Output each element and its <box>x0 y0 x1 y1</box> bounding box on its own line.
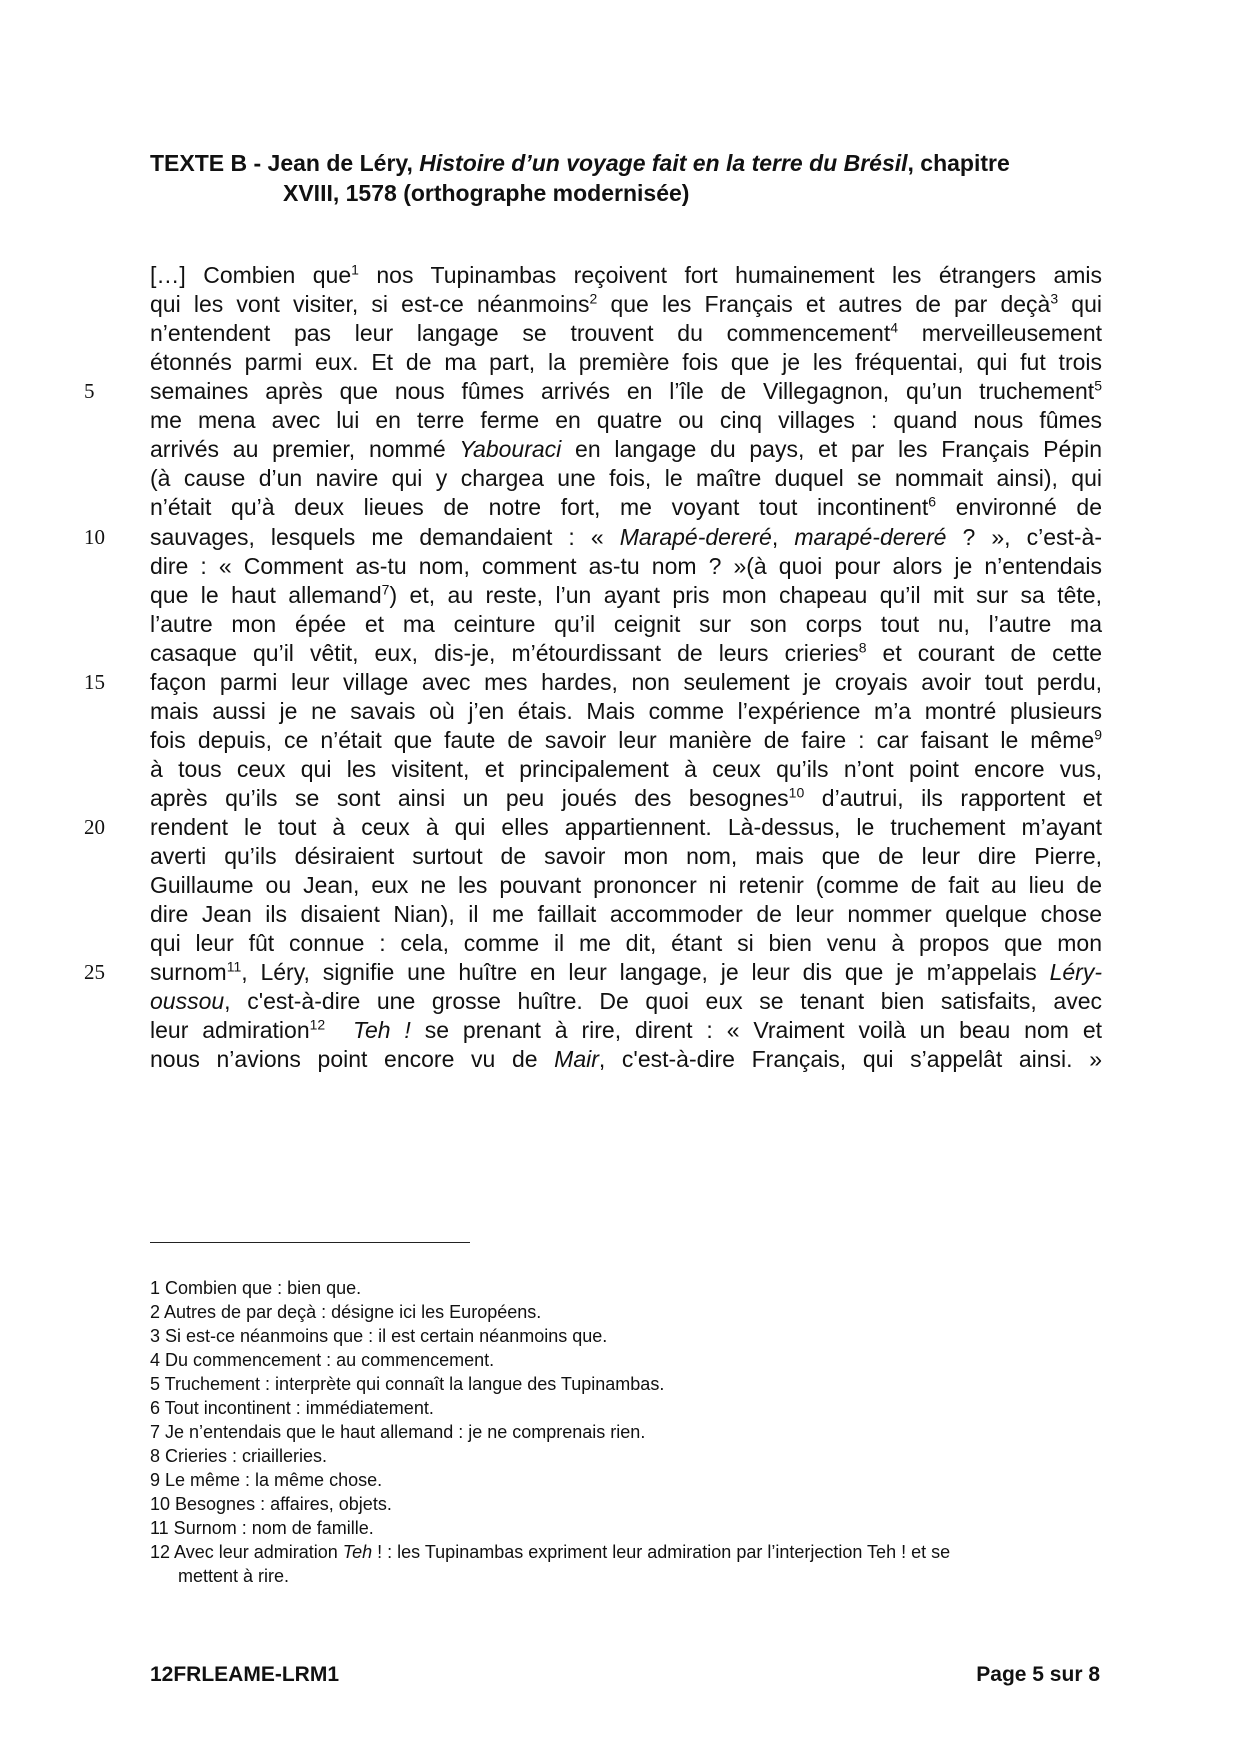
text-line: façon parmi leur village avec mes hardes, non seulement je croyais avoir tout perdu, <box>150 669 1102 695</box>
text-line: n’était qu’à deux lieues de notre fort, me voyant tout incontinent$^6$ environné de <box>150 493 1102 520</box>
text-line: oussou, c'est-à-dire une grosse huître. De quoi eux se tenant bien satisfaits, avec <box>150 988 1102 1014</box>
text-line: n’entendent pas leur langage se trouvent du commencement$^4$ merveilleusement <box>150 319 1102 346</box>
document-heading <box>150 148 1110 208</box>
footnote: 6 Tout incontinent : immédiatement. <box>150 1398 434 1418</box>
text-line: mais aussi je ne savais où j’en étais. Mais comme l’expérience m’a montré plusieurs <box>150 698 1102 724</box>
footnote-ref[interactable]: 5 <box>1094 377 1102 394</box>
footnote: 5 Truchement : interprète qui connaît la langue des Tupinambas. <box>150 1374 665 1394</box>
footnote-ref[interactable]: 1 <box>351 261 359 278</box>
text-line: casaque qu’il vêtit, eux, dis-je, m’étourdissant de leurs crieries$^8$ et courant de cette <box>150 639 1102 666</box>
text-line: que le haut allemand$^7$) et, au reste, l’un ayant pris mon chapeau qu’il mit sur sa tête, <box>150 581 1102 608</box>
footnote: 9 Le même : la même chose. <box>150 1470 383 1490</box>
text-line: arrivés au premier, nommé Yabouraci en langage du pays, et par les Français Pépin <box>150 436 1102 462</box>
footnote: 7 Je n’entendais que le haut allemand : je ne comprenais rien. <box>150 1422 646 1442</box>
footnote: 3 Si est-ce néanmoins que : il est certain néanmoins que. <box>150 1326 608 1346</box>
heading-line-1 <box>150 148 1110 178</box>
text-line: Guillaume ou Jean, eux ne les pouvant prononcer ni retenir (comme de fait au lieu de <box>150 872 1102 898</box>
footnote-ref[interactable]: 4 <box>890 319 899 336</box>
footnote-ref[interactable]: 12 <box>309 1016 326 1033</box>
footnote: 10 Besognes : affaires, objets. <box>150 1494 392 1514</box>
heading-author: TEXTE B - Jean de Léry, <box>150 150 420 176</box>
footnote-ref[interactable]: 11 <box>226 958 242 975</box>
text-line: dire Jean ils disaient Nian), il me faillait accommoder de leur nommer quelque chose <box>150 901 1102 927</box>
text-line: nous n’avions point encore vu de Mair, c'est-à-dire Français, qui s’appelât ainsi. » <box>150 1046 1102 1072</box>
text-line: averti qu’ils désiraient surtout de savoir mon nom, mais que de leur dire Pierre, <box>150 843 1102 869</box>
heading-chapter: , chapitre <box>907 150 1010 176</box>
text-line: […] Combien que$^1$ nos Tupinambas reçoivent fort humainement les étrangers amis <box>150 261 1103 288</box>
document-code: 12FRLEAME-LRM1 <box>150 1663 340 1686</box>
footnote-separator <box>150 1242 470 1243</box>
text-line: qui leur fût connue : cela, comme il me dit, étant si bien venu à propos que mon <box>150 930 1102 956</box>
line-number-25: 25 <box>84 960 105 984</box>
footnote: 8 Crieries : criailleries. <box>150 1446 328 1466</box>
text-line: à tous ceux qui les visitent, et principalement à ceux qu’ils n’ont point encore vus, <box>150 756 1102 782</box>
text-line: dire : « Comment as-tu nom, comment as-tu nom ? »(à quoi pour alors je n’entendais <box>150 553 1102 579</box>
text-line: fois depuis, ce n’était que faute de savoir leur manière de faire : car faisant le même$^9$ <box>150 726 1102 753</box>
footnote-ref[interactable]: 10 <box>788 784 805 801</box>
line-number-5: 5 <box>84 379 95 403</box>
footnote: 1 Combien que : bien que. <box>150 1278 362 1298</box>
footnote: 12 Avec leur admiration Teh ! : les Tupinambas expriment leur admiration par l’interjection Teh ! et se <box>150 1542 951 1562</box>
text-line: semaines après que nous fûmes arrivés en l’île de Villegagnon, qu’un truchement$^5$ <box>150 377 1102 404</box>
text-line: après qu’ils se sont ainsi un peu joués des besognes$^{10}$ d’autrui, ils rapportent et <box>150 784 1102 811</box>
text-line: (à cause d’un navire qui y chargea une fois, le maître duquel se nommait ainsi), qui <box>150 465 1102 491</box>
footnote-continuation: mettent à rire. <box>178 1566 290 1586</box>
text-line: leur admiration$^{12}$ Teh ! se prenant à rire, dirent : « Vraiment voilà un beau nom et <box>150 1016 1102 1043</box>
footnote-ref[interactable]: 3 <box>1050 290 1059 307</box>
page-number: Page 5 sur 8 <box>976 1663 1100 1686</box>
footnote-ref[interactable]: 6 <box>928 493 937 510</box>
text-line: qui les vont visiter, si est-ce néanmoins$^2$ que les Français et autres de par deçà$^3$ qui <box>150 290 1102 317</box>
footnote-ref[interactable]: 9 <box>1094 726 1102 743</box>
footnote-ref[interactable]: 7 <box>381 581 390 598</box>
text-line: sauvages, lesquels me demandaient : « Marapé-dereré, marapé-dereré ? », c’est-à- <box>150 524 1103 550</box>
heading-line-2: XVIII, 1578 (orthographe modernisée) <box>283 180 690 206</box>
heading-book-title: Histoire d’un voyage fait en la terre du Brésil <box>419 150 908 176</box>
footnote: 11 Surnom : nom de famille. <box>150 1518 374 1538</box>
line-number-15: 15 <box>84 670 105 694</box>
text-line: étonnés parmi eux. Et de ma part, la première fois que je les fréquentai, qui fut trois <box>150 349 1102 375</box>
footnote: 2 Autres de par deçà : désigne ici les Européens. <box>150 1302 542 1322</box>
footnote-ref[interactable]: 8 <box>858 639 867 656</box>
footnote: 4 Du commencement : au commencement. <box>150 1350 495 1370</box>
text-line: l’autre mon épée et ma ceinture qu’il ceignit sur son corps tout nu, l’autre ma <box>150 611 1102 637</box>
footnote-ref[interactable]: 2 <box>589 290 598 307</box>
text-line: surnom$^{11}$, Léry, signifie une huître en leur langage, je leur dis que je m’appelais Léry- <box>150 958 1102 985</box>
text-line: rendent le tout à ceux à qui elles appartiennent. Là-dessus, le truchement m’ayant <box>150 814 1102 840</box>
line-number-20: 20 <box>84 815 105 839</box>
text-line: me mena avec lui en terre ferme en quatre ou cinq villages : quand nous fûmes <box>150 407 1102 433</box>
line-number-10: 10 <box>84 525 105 549</box>
